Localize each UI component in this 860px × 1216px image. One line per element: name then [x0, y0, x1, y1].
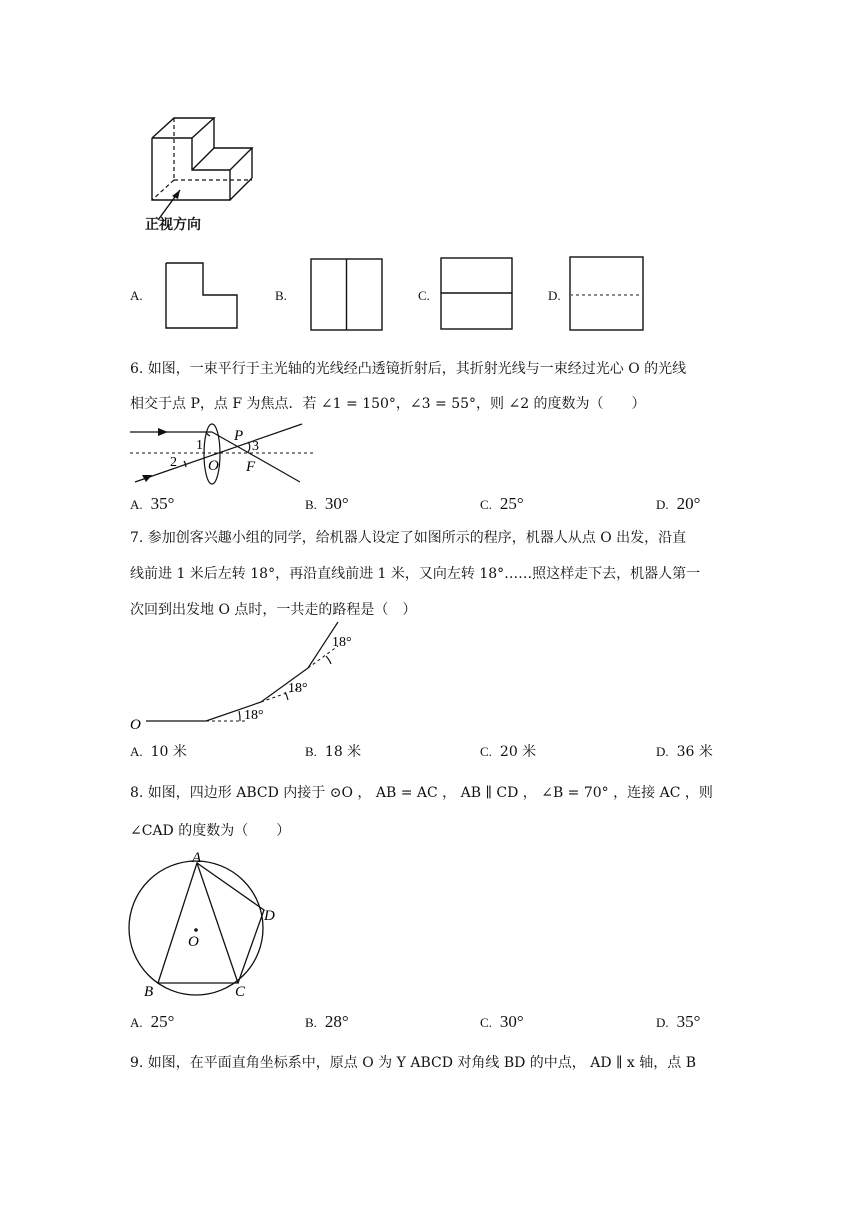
option-value: 30°: [324, 494, 349, 513]
angle-label-2: 18°: [288, 681, 308, 696]
q5-option-a[interactable]: [130, 288, 151, 304]
option-label: B.: [305, 744, 317, 759]
q8-option-a[interactable]: [130, 1012, 174, 1032]
q7-text-line3: 次回到出发地 O 点时，一共走的路程是（ ）: [130, 602, 417, 618]
option-value: 25°: [499, 494, 524, 513]
q6-text-line1: 6. 如图，一束平行于主光轴的光线经凸透镜折射后，其折射光线与一束经过光心 O 的光线: [130, 361, 687, 377]
q7-text-line2: 线前进 1 米后左转 18°，再沿直线前进 1 米，又向左转 18°……照这样走下去，机器人第一: [130, 566, 701, 582]
option-label: C.: [480, 1015, 492, 1030]
q6-option-d[interactable]: [656, 494, 700, 514]
option-label: D.: [656, 497, 669, 512]
option-label: C.: [418, 288, 430, 303]
option-label: B.: [305, 497, 317, 512]
option-label: A.: [130, 1015, 143, 1030]
figure-caption: 正视方向: [145, 217, 201, 233]
q6-option-c[interactable]: [480, 494, 524, 514]
q7-option-d[interactable]: [656, 741, 713, 761]
point-p-label: P: [234, 428, 244, 444]
option-d-shape: [569, 256, 645, 332]
option-label: D.: [548, 288, 561, 303]
option-label: A.: [130, 744, 143, 759]
option-value: 10 米: [150, 744, 187, 760]
point-o-label: O: [130, 717, 141, 733]
q7-text-line1: 7. 参加创客兴趣小组的同学，给机器人设定了如图所示的程序，机器人从点 O 出发，沿直: [130, 530, 687, 546]
option-value: 30°: [499, 1012, 524, 1031]
option-value: 36 米: [676, 744, 713, 760]
q8-option-d[interactable]: [656, 1012, 700, 1032]
point-o-label: O: [208, 458, 219, 474]
option-label: D.: [656, 744, 669, 759]
angle-2-label: 2: [170, 455, 177, 470]
inscribed-quadrilateral-diagram: [128, 848, 288, 1008]
option-value: 18 米: [324, 744, 362, 760]
angle-3-label: 3: [252, 439, 259, 454]
q5-option-c[interactable]: [418, 288, 438, 304]
option-label: A.: [130, 288, 143, 303]
point-d-label: D: [264, 908, 275, 924]
q6-text-line2: 相交于点 P，点 F 为焦点．若 ∠1 = 150°，∠3 = 55°，则 ∠2 的度数为（ ）: [130, 396, 646, 412]
option-value: 25°: [150, 1012, 175, 1031]
q6-option-b[interactable]: [305, 494, 349, 514]
option-label: D.: [656, 1015, 669, 1030]
q7-option-b[interactable]: [305, 741, 361, 761]
q9-text-line1: 9. 如图，在平面直角坐标系中，原点 O 为 Y ABCD 对角线 BD 的中点， AD ∥ x 轴，点 B: [130, 1055, 697, 1071]
option-value: 28°: [324, 1012, 349, 1031]
angle-label-1: 18°: [244, 708, 264, 723]
l-shaped-solid-figure: [130, 108, 270, 208]
option-value: 35°: [676, 1012, 701, 1031]
option-label: C.: [480, 744, 492, 759]
q7-option-c[interactable]: [480, 741, 536, 761]
option-value: 20°: [676, 494, 701, 513]
q8-text-line2: ∠CAD 的度数为（ ）: [130, 823, 291, 839]
q8-option-b[interactable]: [305, 1012, 349, 1032]
robot-path-diagram: [128, 618, 368, 733]
q6-option-a[interactable]: [130, 494, 174, 514]
option-label: B.: [305, 1015, 317, 1030]
option-label: B.: [275, 288, 287, 303]
option-a-shape: [165, 262, 240, 330]
option-value: 20 米: [499, 744, 537, 760]
q5-option-b[interactable]: [275, 288, 295, 304]
option-label: A.: [130, 497, 143, 512]
q8-option-c[interactable]: [480, 1012, 524, 1032]
option-value: 35°: [150, 494, 175, 513]
angle-1-label: 1: [196, 438, 203, 453]
option-c-shape: [440, 257, 514, 331]
q8-text-line1: 8. 如图，四边形 ABCD 内接于 ⊙O ， AB = AC ， AB ∥ CD ， ∠B = 70° ，连接 AC ，则: [130, 785, 713, 801]
option-b-shape: [310, 258, 384, 332]
point-f-label: F: [246, 459, 256, 475]
point-a-label: A: [192, 850, 202, 866]
q7-option-a[interactable]: [130, 741, 187, 761]
q5-option-d[interactable]: [548, 288, 569, 304]
point-c-label: C: [235, 984, 246, 1000]
center-o-label: O: [188, 934, 199, 950]
option-label: C.: [480, 497, 492, 512]
lens-diagram: [130, 420, 320, 490]
point-b-label: B: [144, 984, 154, 1000]
angle-label-3: 18°: [332, 635, 352, 650]
